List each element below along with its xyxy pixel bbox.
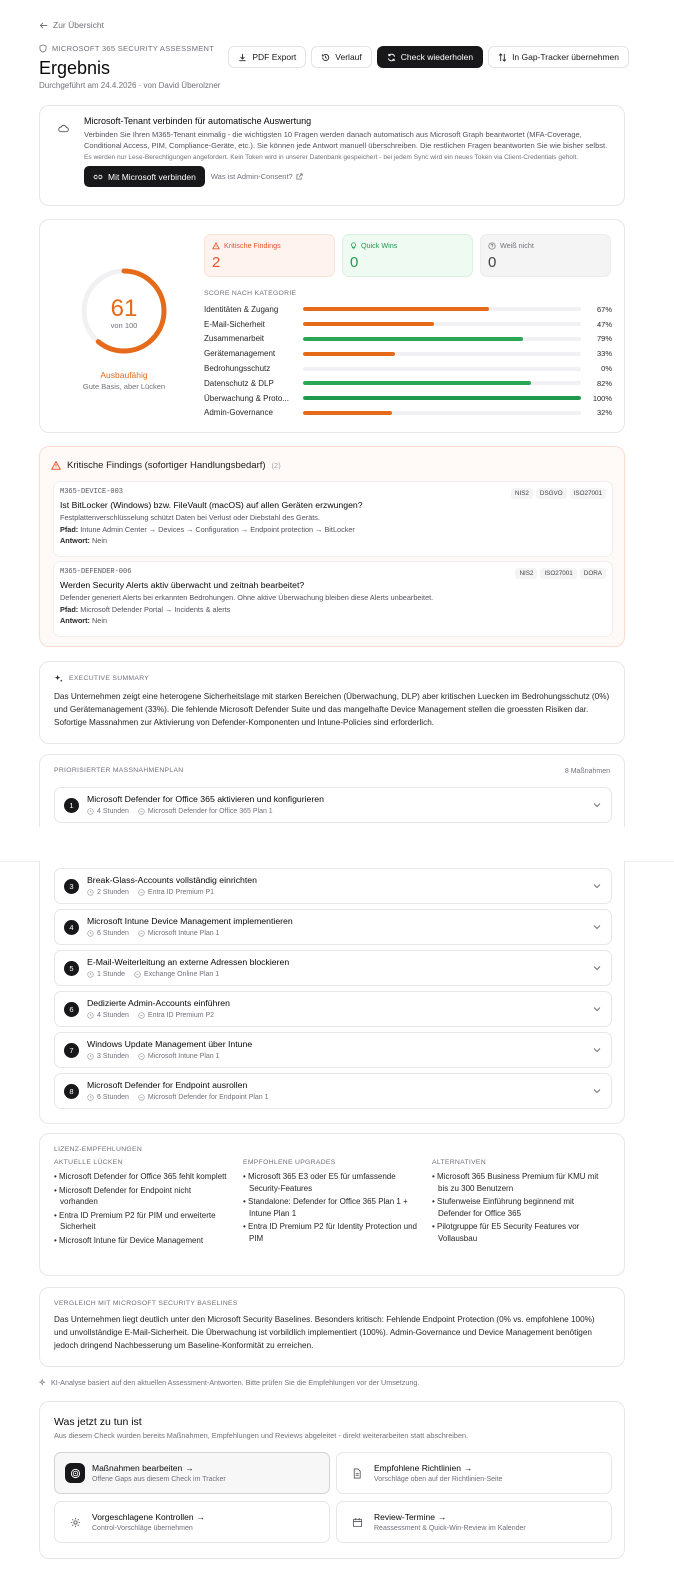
unknown-value: 0 xyxy=(488,254,497,271)
chevron-down-icon[interactable] xyxy=(593,1047,601,1053)
category-row xyxy=(204,406,612,421)
category-bar xyxy=(303,307,581,311)
next-steps-subtitle: Aus diesem Check wurden bereits Maßnahmen, Empfehlungen und Reviews abgeleitet - direkt weiterarbeiten statt abschreiben. xyxy=(54,1431,469,1440)
finding-tag: NIS2 xyxy=(515,568,537,579)
chevron-down-icon[interactable] xyxy=(593,965,601,971)
finding-tag: DSGVO xyxy=(536,488,567,499)
measure-time-text: 6 Stunden xyxy=(97,1094,129,1101)
finding-question: Werden Security Alerts aktiv überwacht und zeitnah bearbeitet? xyxy=(60,580,305,590)
finding-answer-label: Antwort: xyxy=(60,616,90,625)
link-icon xyxy=(93,173,103,181)
measure-meta xyxy=(87,1053,220,1060)
category-bar xyxy=(303,367,581,371)
score-value: 61 xyxy=(110,295,138,322)
measure-item[interactable] xyxy=(54,991,612,1027)
measure-item[interactable] xyxy=(54,1032,612,1068)
measure-time xyxy=(87,808,129,815)
critical-findings-count: (2) xyxy=(271,461,281,470)
measure-title: Microsoft Defender for Office 365 aktivieren und konfigurieren xyxy=(87,794,324,804)
measure-license-text: Entra ID Premium P1 xyxy=(147,889,215,896)
quick-wins-label: Quick Wins xyxy=(361,241,398,250)
shield-icon xyxy=(39,44,47,53)
category-row xyxy=(204,332,612,347)
finding-id: M365-DEVICE-003 xyxy=(60,488,124,496)
license-icon xyxy=(134,971,141,978)
critical-findings-title: Kritische Findings (sofortiger Handlungsbedarf) xyxy=(67,460,266,471)
license-alternatives xyxy=(432,1159,607,1248)
category-bar-fill xyxy=(303,322,434,326)
category-bar xyxy=(303,337,581,341)
license-icon xyxy=(138,889,145,896)
critical-findings-card xyxy=(39,446,625,647)
category-bar xyxy=(303,396,581,400)
ai-disclaimer xyxy=(39,1378,419,1387)
baseline-card xyxy=(39,1287,625,1367)
clock-icon xyxy=(87,1053,94,1060)
review-dates-link[interactable] xyxy=(336,1501,612,1543)
measure-license-text: Microsoft Intune Plan 1 xyxy=(147,1053,220,1060)
eyebrow-text: MICROSOFT 365 SECURITY ASSESSMENT xyxy=(52,44,215,53)
recommended-policies-link[interactable] xyxy=(336,1452,612,1494)
category-name: Admin-Governance xyxy=(204,408,273,418)
measure-number: 3 xyxy=(64,879,79,894)
measure-meta xyxy=(87,1012,214,1019)
calendar-icon xyxy=(347,1512,367,1532)
warning-icon xyxy=(51,461,61,470)
finding-item[interactable] xyxy=(53,481,613,557)
back-label: Zur Übersicht xyxy=(53,20,105,30)
finding-tag: DORA xyxy=(580,568,606,579)
finding-item[interactable] xyxy=(53,561,613,637)
license-icon xyxy=(138,808,145,815)
category-name: Überwachung & Proto... xyxy=(204,393,289,403)
measure-title: Microsoft Intune Device Management implementieren xyxy=(87,916,293,926)
finding-path xyxy=(60,525,606,534)
category-row xyxy=(204,391,612,406)
category-percent: 47% xyxy=(596,319,612,329)
suggested-controls-title-row xyxy=(92,1512,205,1522)
history-icon xyxy=(321,53,330,62)
arrow-right-icon: → xyxy=(196,1512,206,1522)
license-gaps-title: AKTUELLE LÜCKEN xyxy=(54,1159,123,1166)
sparkles-icon xyxy=(54,674,63,683)
category-percent: 82% xyxy=(596,378,612,388)
category-bar xyxy=(303,411,581,415)
measure-license-text: Microsoft Intune Plan 1 xyxy=(147,930,220,937)
measure-title: Break-Glass-Accounts vollständig einrichten xyxy=(87,875,257,885)
category-scores xyxy=(204,302,612,420)
refresh-icon xyxy=(387,53,396,62)
category-row xyxy=(204,302,612,317)
repeat-check-button[interactable] xyxy=(377,46,483,68)
recommended-policies-title-row xyxy=(374,1463,472,1473)
lightbulb-icon xyxy=(350,242,357,250)
measure-number: 8 xyxy=(64,1084,79,1099)
license-card xyxy=(39,1133,625,1276)
review-dates-title-row xyxy=(374,1512,446,1522)
sparkles-icon xyxy=(39,1379,47,1387)
list-item: • Microsoft Intune für Device Management xyxy=(54,1235,229,1247)
gear-icon xyxy=(65,1512,85,1532)
measure-meta xyxy=(87,808,273,815)
action-plan-card xyxy=(39,754,625,827)
category-row xyxy=(204,317,612,332)
measure-time-text: 4 Stunden xyxy=(97,808,129,815)
measure-license xyxy=(138,1094,269,1101)
category-percent: 0% xyxy=(601,364,612,374)
executive-summary-title: EXECUTIVE SUMMARY xyxy=(69,675,150,682)
license-gaps xyxy=(54,1159,229,1248)
action-plan-card-continued xyxy=(39,861,625,1124)
license-title: LIZENZ-EMPFEHLUNGEN xyxy=(54,1146,143,1153)
cloud-icon xyxy=(58,124,69,133)
finding-answer xyxy=(60,536,606,545)
history-label: Verlauf xyxy=(335,52,362,62)
measure-number: 7 xyxy=(64,1043,79,1058)
category-name: E-Mail-Sicherheit xyxy=(204,319,265,329)
critical-findings-label: Kritische Findings xyxy=(224,241,281,250)
finding-answer-value: Nein xyxy=(92,536,108,545)
measure-meta xyxy=(87,1094,269,1101)
measure-license xyxy=(138,1053,220,1060)
executive-summary-text: Das Unternehmen zeigt eine heterogene Sicherheitslage mit starken Bereichen (Überwachung, DLP) aber kritischen Luecken im Bedrohungsschutz (0%) und Gerätemanagement (33%). Die fehlende Microsoft Defender Suite und das mangelhafte Device Management stellen die groessten Risiken dar. Sofortige Massnahmen zur Aktivierung von Defender-Komponenten und Intune-Policies sind erforderlich. xyxy=(54,692,610,727)
clock-icon xyxy=(87,889,94,896)
document-icon xyxy=(347,1463,367,1483)
list-item: • Microsoft 365 E3 oder E5 für umfassende Security-Features xyxy=(243,1171,418,1194)
score-card xyxy=(39,219,625,433)
unknown-tile xyxy=(480,234,611,277)
gap-tracker-label: In Gap-Tracker übernehmen xyxy=(512,52,619,62)
edit-measures-sub: Offene Gaps aus diesem Check im Tracker xyxy=(92,1476,226,1483)
list-item: • Stufenweise Einführung beginnend mit Defender for Office 365 xyxy=(432,1196,607,1219)
category-percent: 100% xyxy=(592,393,612,403)
finding-tag: ISO27001 xyxy=(570,488,606,499)
finding-path-label: Pfad: xyxy=(60,605,79,614)
finding-path-label: Pfad: xyxy=(60,525,79,534)
clock-icon xyxy=(87,930,94,937)
clock-icon xyxy=(87,1012,94,1019)
finding-tag: NIS2 xyxy=(511,488,533,499)
license-icon xyxy=(138,1053,145,1060)
help-circle-icon xyxy=(488,242,496,250)
quick-wins-tile xyxy=(342,234,473,277)
list-item: • Pilotgruppe für E5 Security Features vor Vollausbau xyxy=(432,1221,607,1244)
download-icon xyxy=(238,53,247,62)
measure-item[interactable] xyxy=(54,787,612,823)
chevron-down-icon[interactable] xyxy=(593,1088,601,1094)
chevron-down-icon[interactable] xyxy=(593,883,601,889)
category-bar xyxy=(303,381,581,385)
ai-disclaimer-text: KI-Analyse basiert auf den aktuellen Assessment-Antworten. Bitte prüfen Sie die Empfehlungen vor der Umsetzung. xyxy=(51,1378,420,1387)
license-alternatives-list xyxy=(432,1171,607,1244)
arrow-left-icon xyxy=(39,21,48,30)
measure-item[interactable] xyxy=(54,909,612,945)
next-steps-title: Was jetzt zu tun ist xyxy=(54,1416,142,1428)
tenant-text: Verbinden Sie Ihren M365-Tenant einmalig - die wichtigsten 10 Fragen werden danach automatisch aus Microsoft Graph beantwortet (MFA-Coverage, Conditional Access, PIM, Compliance-Geräte, etc.). Sie können jede Antwort manuell überschreiben. Die restlichen Fragen beantworten Sie wie bisher selbst. xyxy=(84,130,608,150)
finding-description: Defender generiert Alerts bei erkannten Bedrohungen. Ohne aktive Überwachung bleiben diese Alerts unbearbeitet. xyxy=(60,593,434,602)
license-columns xyxy=(54,1159,610,1248)
clock-icon xyxy=(87,808,94,815)
finding-answer-value: Nein xyxy=(92,616,108,625)
critical-findings-value: 2 xyxy=(212,254,221,271)
tenant-title: Microsoft-Tenant verbinden für automatische Auswertung xyxy=(84,116,312,126)
chevron-down-icon[interactable] xyxy=(593,802,601,808)
license-alternatives-title: ALTERNATIVEN xyxy=(432,1159,486,1166)
measure-license xyxy=(134,971,219,978)
admin-consent-link[interactable] xyxy=(211,172,303,181)
clock-icon xyxy=(87,1094,94,1101)
review-dates-sub: Reassessment & Quick-Win-Review im Kalender xyxy=(374,1525,526,1532)
measure-title: Windows Update Management über Intune xyxy=(87,1039,253,1049)
gap-tracker-button[interactable] xyxy=(488,46,629,68)
page-subtitle: Durchgeführt am 24.4.2026 · von David Überolzner xyxy=(39,81,221,90)
list-item: • Microsoft 365 Business Premium für KMU mit bis zu 300 Benutzern xyxy=(432,1171,607,1194)
arrow-right-icon: → xyxy=(437,1512,447,1522)
review-dates-title: Review-Termine xyxy=(374,1512,435,1522)
unknown-label: Weiß nicht xyxy=(500,241,534,250)
critical-findings-tile xyxy=(204,234,335,277)
measure-number: 6 xyxy=(64,1002,79,1017)
license-gaps-list xyxy=(54,1171,229,1246)
measure-time xyxy=(87,971,125,978)
finding-tags xyxy=(515,568,606,579)
category-row xyxy=(204,376,612,391)
transfer-icon xyxy=(498,53,507,62)
license-icon xyxy=(138,1012,145,1019)
edit-measures-title: Maßnahmen bearbeiten xyxy=(92,1463,183,1473)
category-bar-fill xyxy=(303,352,395,356)
measure-license-text: Entra ID Premium P2 xyxy=(147,1012,215,1019)
measure-number: 5 xyxy=(64,961,79,976)
category-bar-fill xyxy=(303,396,581,400)
measure-time xyxy=(87,1012,129,1019)
category-percent: 79% xyxy=(596,334,612,344)
measure-meta xyxy=(87,971,219,978)
measure-number: 1 xyxy=(64,798,79,813)
score-sublabel: Gute Basis, aber Lücken xyxy=(82,382,166,391)
finding-path xyxy=(60,605,606,614)
measure-meta xyxy=(87,930,220,937)
license-icon xyxy=(138,1094,145,1101)
finding-path-value: Intune Admin Center → Devices → Configuration → Endpoint protection → BitLocker xyxy=(80,525,355,534)
score-max: von 100 xyxy=(110,321,138,330)
score-label: Ausbaufähig xyxy=(100,370,148,380)
external-link-icon xyxy=(296,173,303,180)
measure-time xyxy=(87,889,129,896)
page-title: Ergebnis xyxy=(39,58,111,78)
back-link[interactable] xyxy=(39,20,104,30)
measure-license xyxy=(138,1012,214,1019)
edit-measures-title-row xyxy=(92,1463,194,1473)
critical-findings-header xyxy=(51,460,281,471)
list-item: • Entra ID Premium P2 für Identity Protection und PIM xyxy=(243,1221,418,1244)
measure-time-text: 3 Stunden xyxy=(97,1053,129,1060)
next-steps-card xyxy=(39,1401,625,1559)
category-bar-fill xyxy=(303,411,392,415)
category-bar-fill xyxy=(303,307,489,311)
warning-icon xyxy=(212,242,220,250)
category-percent: 32% xyxy=(596,408,612,418)
measure-time-text: 6 Stunden xyxy=(97,930,129,937)
license-icon xyxy=(138,930,145,937)
target-icon xyxy=(65,1463,85,1483)
pdf-export-button[interactable] xyxy=(228,46,306,68)
tenant-actions xyxy=(84,166,610,187)
baseline-title: VERGLEICH MIT MICROSOFT SECURITY BASELINES xyxy=(54,1300,238,1307)
category-name: Gerätemanagement xyxy=(204,349,276,359)
tenant-note: Es werden nur Lese-Berechtigungen angefordert. Kein Token wird in unserer Datenbank gespeichert - bei jedem Sync wird ein neues Token via Client-Credentials geholt. xyxy=(84,154,579,161)
category-bar xyxy=(303,322,581,326)
list-item: • Microsoft Defender for Endpoint nicht vorhanden xyxy=(54,1185,229,1208)
measure-license xyxy=(138,930,220,937)
measure-time-text: 4 Stunden xyxy=(97,1012,129,1019)
measure-time xyxy=(87,930,129,937)
category-bar xyxy=(303,352,581,356)
suggested-controls-sub: Control-Vorschläge übernehmen xyxy=(92,1525,193,1532)
category-name: Datenschutz & DLP xyxy=(204,378,274,388)
list-item: • Microsoft Defender for Office 365 fehlt komplett xyxy=(54,1171,229,1183)
list-item: • Entra ID Premium P2 für PIM und erweiterte Sicherheit xyxy=(54,1210,229,1233)
clock-icon xyxy=(87,971,94,978)
measure-title: Dedizierte Admin-Accounts einführen xyxy=(87,998,230,1008)
category-bar-fill xyxy=(303,381,531,385)
measure-meta xyxy=(87,889,214,896)
executive-summary-header xyxy=(54,674,610,683)
finding-id: M365-DEFENDER-006 xyxy=(60,568,132,576)
finding-tag: ISO27001 xyxy=(540,568,576,579)
category-row xyxy=(204,346,612,361)
category-name: Bedrohungsschutz xyxy=(204,364,271,374)
action-plan-title: PRIORISIERTER MASSNAHMENPLAN xyxy=(54,767,184,774)
page-header xyxy=(39,44,629,90)
admin-consent-label: Was ist Admin-Consent? xyxy=(210,172,293,181)
tenant-connect-card xyxy=(39,105,625,206)
measure-license-text: Exchange Online Plan 1 xyxy=(144,971,220,978)
measure-time xyxy=(87,1053,129,1060)
category-row xyxy=(204,361,612,376)
finding-path-value: Microsoft Defender Portal → Incidents & alerts xyxy=(80,605,231,614)
license-upgrades-title: EMPFOHLENE UPGRADES xyxy=(243,1159,336,1166)
license-upgrades-list xyxy=(243,1171,418,1244)
history-button[interactable] xyxy=(311,46,371,68)
connect-microsoft-label: Mit Microsoft verbinden xyxy=(108,171,196,182)
measure-title: E-Mail-Weiterleitung an externe Adressen blockieren xyxy=(87,957,290,967)
category-percent: 33% xyxy=(596,349,612,359)
finding-description: Festplattenverschlüsselung schützt Daten bei Verlust oder Diebstahl des Geräts. xyxy=(60,513,320,522)
category-bar-fill xyxy=(303,337,523,341)
arrow-right-icon: → xyxy=(463,1463,473,1473)
suggested-controls-link[interactable] xyxy=(54,1501,330,1543)
pdf-export-label: PDF Export xyxy=(252,52,297,62)
quick-wins-value: 0 xyxy=(350,254,359,271)
finding-answer xyxy=(60,616,606,625)
measure-item[interactable] xyxy=(54,1073,612,1109)
baseline-text: Das Unternehmen liegt deutlich unter den Microsoft Security Baselines. Besonders kritisch: Fehlende Endpoint Protection (0% vs. empfohlene 100%) und unvollständige E-Mail-Sicherheit. Die Überwachung ist vorbildlich implementiert (100%). Admin-Governance und Device Management benötigen jedoch dringend Nachbesserung um Baseline-Konformität zu erreichen. xyxy=(54,1315,595,1350)
recommended-policies-title: Empfohlene Richtlinien xyxy=(374,1463,461,1473)
measure-title: Microsoft Defender for Endpoint ausrollen xyxy=(87,1080,248,1090)
measure-license xyxy=(138,889,214,896)
summary-tiles xyxy=(204,234,611,277)
category-percent: 67% xyxy=(596,304,612,314)
category-name: Identitäten & Zugang xyxy=(204,304,279,314)
finding-tags xyxy=(511,488,606,499)
suggested-controls-title: Vorgeschlagene Kontrollen xyxy=(92,1512,194,1522)
category-name: Zusammenarbeit xyxy=(204,334,265,344)
measure-license xyxy=(138,808,273,815)
header-actions xyxy=(228,46,629,68)
measure-time-text: 2 Stunden xyxy=(97,889,129,896)
connect-microsoft-button[interactable] xyxy=(84,166,205,187)
chevron-down-icon[interactable] xyxy=(593,924,601,930)
edit-measures-link[interactable] xyxy=(54,1452,330,1494)
license-upgrades xyxy=(243,1159,418,1248)
repeat-check-label: Check wiederholen xyxy=(400,52,474,62)
category-score-title: SCORE NACH KATEGORIE xyxy=(204,290,297,297)
chevron-down-icon[interactable] xyxy=(593,1006,601,1012)
arrow-right-icon: → xyxy=(185,1463,194,1473)
finding-question: Ist BitLocker (Windows) bzw. FileVault (macOS) auf allen Geräten erzwungen? xyxy=(60,500,363,510)
measure-time-text: 1 Stunde xyxy=(97,971,126,978)
measure-time xyxy=(87,1094,129,1101)
measure-item[interactable] xyxy=(54,950,612,986)
executive-summary-card xyxy=(39,661,625,744)
measure-license-text: Microsoft Defender for Office 365 Plan 1 xyxy=(147,808,273,815)
list-item: • Standalone: Defender for Office 365 Plan 1 + Intune Plan 1 xyxy=(243,1196,418,1219)
measure-item[interactable] xyxy=(54,868,612,904)
finding-answer-label: Antwort: xyxy=(60,536,90,545)
measure-number: 4 xyxy=(64,920,79,935)
measure-license-text: Microsoft Defender for Endpoint Plan 1 xyxy=(147,1094,269,1101)
action-plan-count: 8 Maßnahmen xyxy=(564,768,610,775)
recommended-policies-sub: Vorschläge oben auf der Richtlinien-Seite xyxy=(374,1476,503,1483)
